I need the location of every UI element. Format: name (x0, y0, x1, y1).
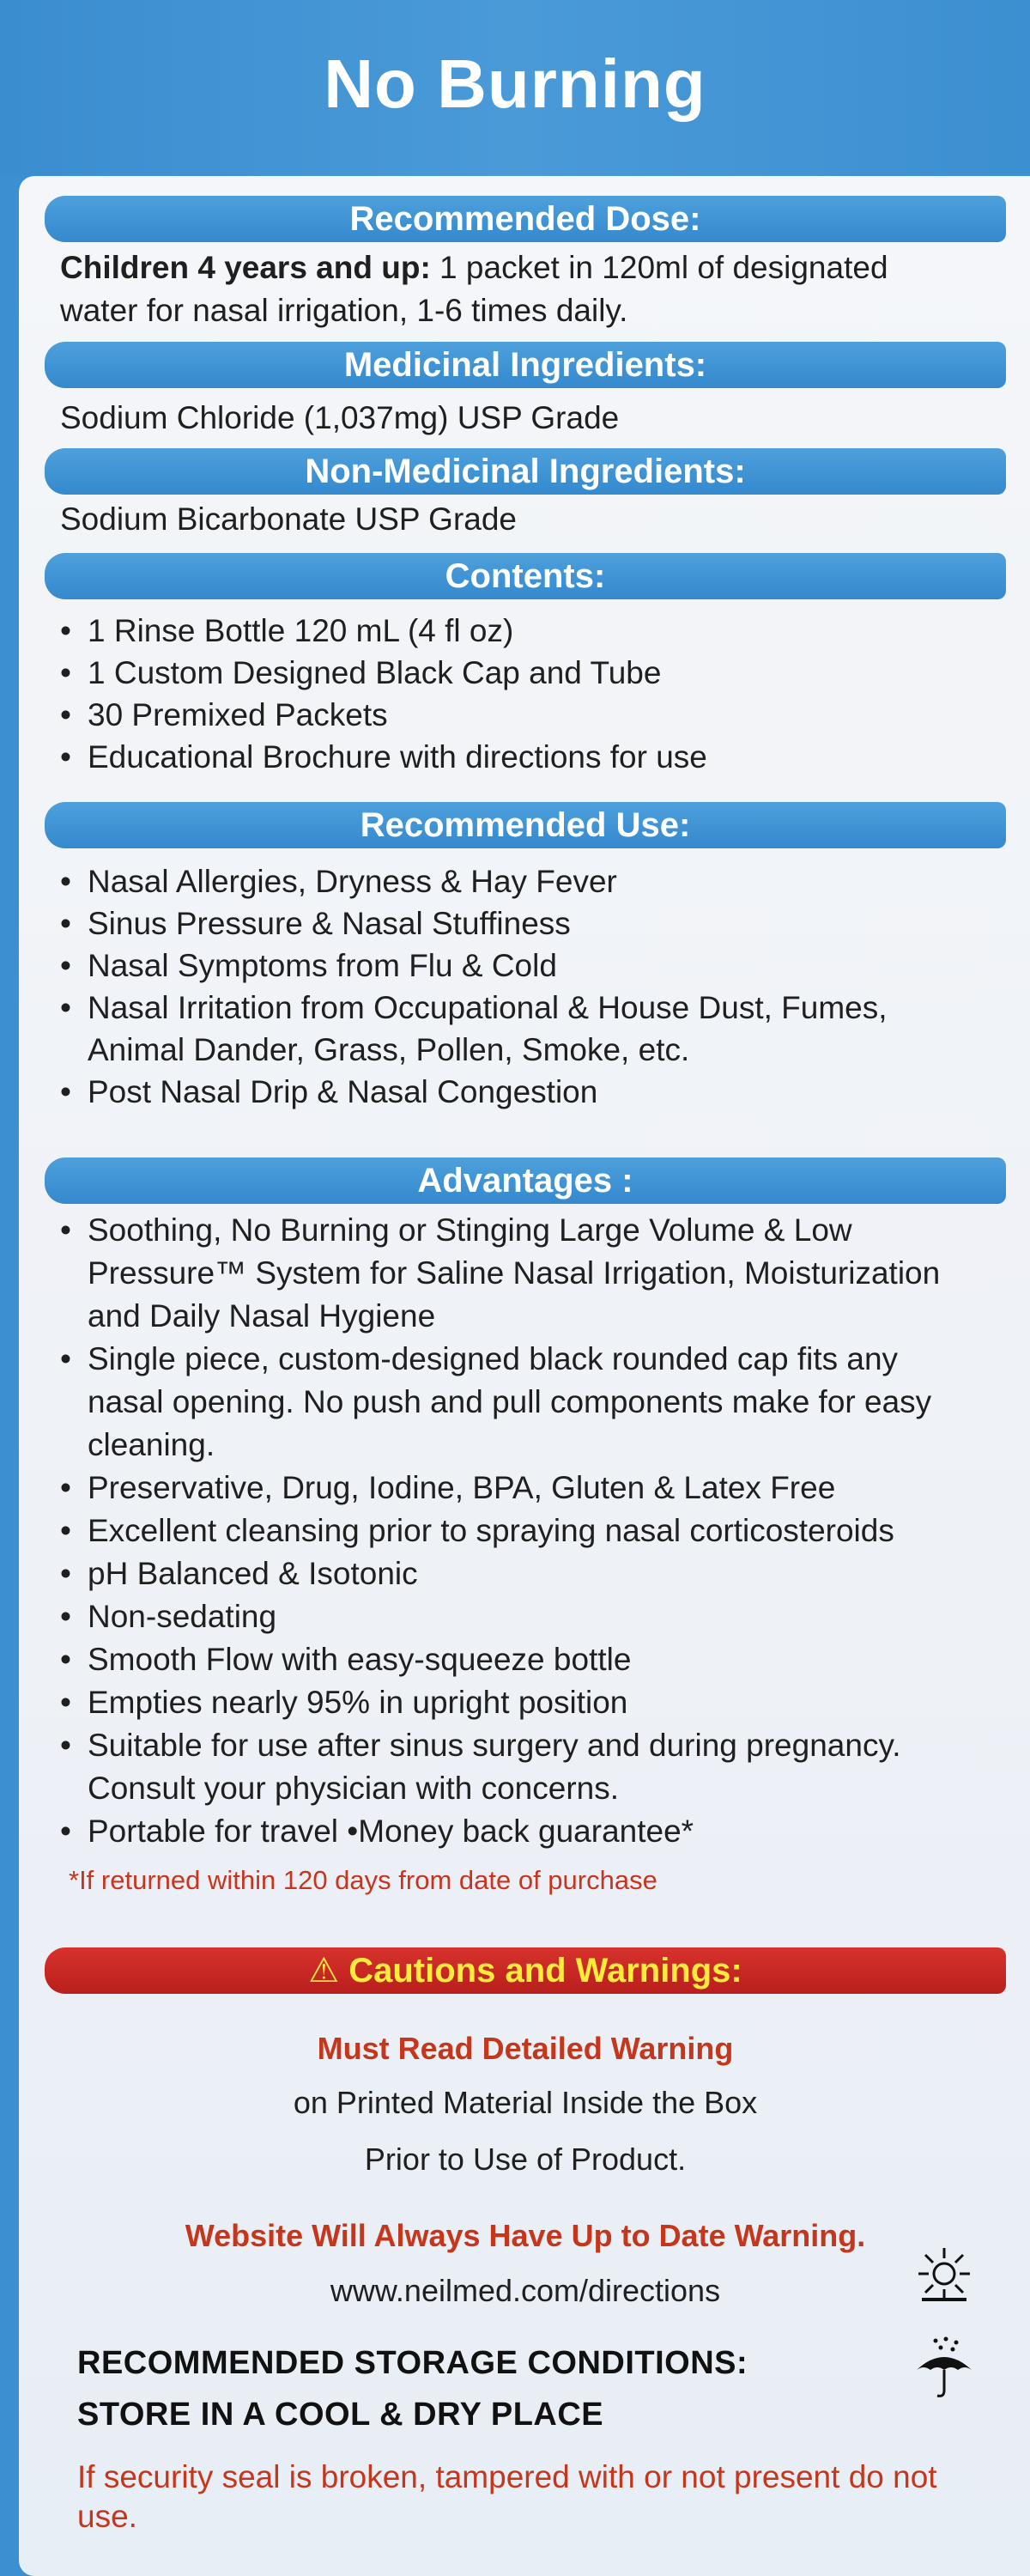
dose-line1: 1 packet in 120ml of designated (430, 250, 888, 285)
non-medicinal-heading: Non-Medicinal Ingredients: (45, 448, 1006, 495)
advantage-item: • Excellent cleansing prior to spraying nasal corticosteroids (60, 1510, 970, 1552)
use-item: • Sinus Pressure & Nasal Stuffiness (60, 902, 970, 945)
no-sunlight-icon (910, 2241, 978, 2310)
storage-line1: RECOMMENDED STORAGE CONDITIONS: (77, 2345, 748, 2381)
advantage-item: • Suitable for use after sinus surgery and during pregnancy. Consult your physician with concerns. (60, 1724, 970, 1810)
advantage-item: • Empties nearly 95% in upright position (60, 1681, 970, 1724)
cautions-heading: ⚠ Cautions and Warnings: (45, 1947, 1006, 1994)
recommended-dose-text (60, 246, 1004, 332)
contents-heading: Contents: (45, 553, 1006, 599)
dose-line2: water for nasal irrigation, 1-6 times daily. (60, 293, 628, 328)
guarantee-footnote: *If returned within 120 days from date of purchase (69, 1865, 657, 1895)
contents-list (60, 610, 1004, 778)
advantages-heading: Advantages : (45, 1157, 1006, 1204)
contents-item: • 1 Custom Designed Black Cap and Tube (60, 652, 1004, 694)
warning-line1: Must Read Detailed Warning (317, 2031, 734, 2066)
advantage-item: • Portable for travel •Money back guarantee* (60, 1810, 970, 1853)
contents-item: • Educational Brochure with directions for use (60, 736, 1004, 778)
advantage-item: • Smooth Flow with easy-squeeze bottle (60, 1638, 970, 1681)
use-item: • Nasal Irritation from Occupational & House Dust, Fumes, Animal Dander, Grass, Pollen, Smoke, etc. (60, 987, 970, 1071)
use-item: • Nasal Allergies, Dryness & Hay Fever (60, 860, 970, 902)
advantage-item: • Preservative, Drug, Iodine, BPA, Gluten & Latex Free (60, 1467, 970, 1510)
medicinal-text: Sodium Chloride (1,037mg) USP Grade (60, 400, 620, 435)
warning-line3: Prior to Use of Product. (364, 2142, 687, 2177)
use-item: • Post Nasal Drip & Nasal Congestion (60, 1071, 970, 1113)
storage-line2: STORE IN A COOL & DRY PLACE (77, 2397, 604, 2433)
website-warning: Website Will Always Have Up to Date Warning. (185, 2218, 866, 2253)
security-seal-notice: If security seal is broken, tampered with or not present do not use. (77, 2459, 937, 2534)
contents-item: • 1 Rinse Bottle 120 mL (4 fl oz) (60, 610, 1004, 652)
advantage-item: • pH Balanced & Isotonic (60, 1552, 970, 1595)
recommended-dose-heading: Recommended Dose: (45, 196, 1006, 242)
advantage-item: • Soothing, No Burning or Stinging Large Volume & Low Pressure™ System for Saline Nasal Irrigation, Moisturization and Daily Nasal Hygiene (60, 1209, 970, 1338)
recommended-use-list (60, 860, 970, 1113)
advantage-item: • Non-sedating (60, 1595, 970, 1638)
dose-age-label: Children 4 years and up: (60, 250, 431, 285)
non-medicinal-text: Sodium Bicarbonate USP Grade (60, 501, 518, 537)
warning-line2: on Printed Material Inside the Box (293, 2085, 758, 2120)
recommended-use-heading: Recommended Use: (45, 802, 1006, 848)
advantage-item: • Single piece, custom-designed black rounded cap fits any nasal opening. No push and pull components make for easy cleaning. (60, 1338, 970, 1467)
advantages-list (60, 1209, 970, 1853)
use-item: • Nasal Symptoms from Flu & Cold (60, 945, 970, 987)
medicinal-heading: Medicinal Ingredients: (45, 342, 1006, 388)
directions-url: www.neilmed.com/directions (330, 2273, 721, 2308)
contents-item: • 30 Premixed Packets (60, 694, 1004, 736)
keep-dry-umbrella-icon (910, 2334, 978, 2403)
headline: No Burning (324, 46, 706, 122)
